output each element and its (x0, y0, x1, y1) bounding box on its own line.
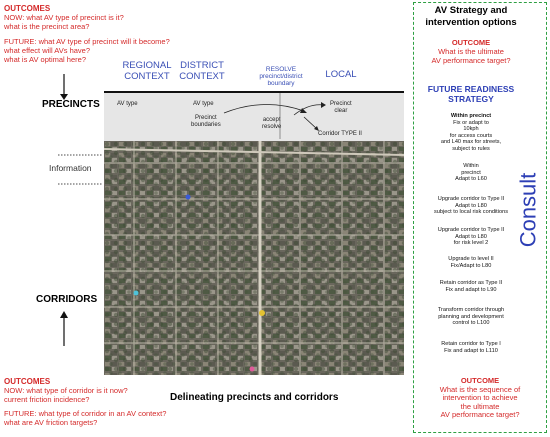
step-1-line-4: for access courts (449, 132, 493, 139)
top-outcomes-now-1: NOW: what AV type of precinct is it? (4, 13, 124, 22)
future-readiness-strategy (415, 84, 527, 104)
step-6-line-1: Retain corridor as Type II (439, 280, 503, 286)
band-precinct-clear-label-2: clear (334, 108, 348, 114)
panel-outcome-top-line-1: What is the ultimate (438, 47, 504, 56)
panel-title-line-1: AV Strategy and (434, 5, 508, 16)
step-7-line-2: planning and development (438, 313, 504, 320)
boundary-label: boundary (267, 80, 295, 87)
strategy-step-5 (415, 256, 527, 269)
step-2-line-1: Within (463, 163, 479, 169)
step-2-line-3: Adapt to L60 (455, 176, 487, 183)
aerial-map (104, 141, 404, 375)
resolve-boundary-header (244, 66, 318, 87)
strategy-step-6 (415, 280, 527, 293)
consult-label-wrap (498, 172, 550, 248)
step-3-line-1: Upgrade corridor to Type II (437, 196, 505, 202)
band-curve-arrowhead-2 (321, 102, 326, 108)
band-corridor-type: Corridor TYPE II (318, 131, 362, 137)
step-3-line-2: Adapt to L80 (455, 202, 487, 209)
step-4-line-1: Upgrade corridor to Type II (437, 227, 505, 233)
district-context-header (176, 60, 228, 82)
step-1-line-3: 10kph (463, 126, 479, 133)
band-resolve-label: resolve (262, 124, 282, 130)
panel-outcome-bottom-line-2: intervention to achieve (442, 393, 518, 402)
band-accept-label: accept (262, 117, 281, 123)
step-5-line-2: Fix/Adapt to L80 (450, 262, 492, 269)
panel-outcome-bottom-title: OUTCOME (460, 376, 500, 385)
strategy-step-8 (415, 341, 527, 354)
panel-outcome-bottom-line-4: AV performance target? (440, 410, 520, 419)
panel-title (415, 5, 527, 29)
band-av-type-1: AV type (117, 101, 138, 107)
district-context-label: CONTEXT (179, 71, 225, 82)
step-3-line-3: subject to local risk conditions (434, 209, 508, 216)
regional-context-header (116, 60, 178, 82)
top-outcomes (4, 4, 204, 64)
regional-label: REGIONAL (122, 60, 172, 71)
panel-outcome-bottom (415, 377, 545, 420)
band-boundaries-label: boundaries (191, 122, 221, 128)
strategy-step-7 (415, 307, 527, 327)
step-1-line-5: and L40 max for streets, (440, 139, 502, 146)
precincts-label: PRECINCTS (42, 99, 100, 110)
panel-outcome-bottom-line-1: What is the sequence of (439, 384, 521, 394)
top-outcomes-future-2: what effect will AVs have? (4, 46, 91, 55)
figure-caption: Delineating precincts and corridors (170, 392, 339, 403)
corridors-label: CORRIDORS (36, 294, 98, 305)
panel-outcome-top-line-2: AV performance target? (431, 56, 511, 65)
strategy-step-1 (415, 113, 527, 153)
step-4-line-3: for risk level 2 (453, 240, 489, 247)
step-8-line-1: Retain corridor to Type I (441, 341, 501, 347)
bottom-outcomes-future-1: FUTURE: what type of corridor in an AV context? (4, 409, 167, 418)
local-header: LOCAL (325, 69, 357, 80)
band-arrows (104, 91, 404, 141)
resolve-label: RESOLVE (265, 66, 297, 73)
side-arrows (0, 60, 110, 400)
map-marker-blue (186, 195, 191, 200)
band-curve-arrow-2 (294, 105, 324, 115)
step-7-line-3: control to L100 (452, 320, 490, 327)
step-5-line-1: Upgrade to level II (448, 256, 494, 262)
band-precinct-label: Precinct (195, 115, 217, 121)
band-av-type-2: AV type (193, 101, 214, 107)
map-marker-yellow (259, 310, 265, 316)
top-outcomes-future-1: FUTURE: what AV type of precinct will it become? (4, 37, 170, 46)
top-outcomes-title: OUTCOMES (4, 4, 51, 13)
step-1-line-2: Fix or adapt to (453, 119, 489, 126)
band-precinct-clear-label-1: Precinct (330, 101, 352, 107)
frs-line-1: FUTURE READINESS (427, 84, 515, 94)
precinct-district-label: precinct/district (259, 73, 303, 80)
step-8-line-2: Fix and adapt to L110 (444, 347, 498, 354)
map-marker-cyan (134, 291, 139, 296)
bottom-outcomes-title: OUTCOMES (4, 377, 51, 386)
aerial-map-graphic (104, 141, 404, 375)
regional-context-label: CONTEXT (124, 71, 170, 82)
step-1-line-6: subject to rules (452, 145, 490, 152)
step-7-line-1: Transform corridor through (437, 307, 505, 313)
step-1-line-1: Within precinct (450, 113, 492, 119)
band-down-arrow (304, 117, 317, 129)
information-label: Information (49, 163, 92, 173)
up-arrow-head (60, 311, 68, 318)
top-outcomes-future-3: what is AV optimal here? (4, 55, 86, 64)
band-curve-arrow-1 (224, 104, 304, 113)
district-label: DISTRICT (180, 60, 224, 71)
panel-outcome-bottom-line-3: the ultimate (460, 401, 500, 411)
frs-line-2: STRATEGY (448, 94, 494, 104)
bottom-outcomes-now-1: NOW: what type of corridor is it now? (4, 386, 128, 395)
step-4-line-2: Adapt to L80 (455, 233, 487, 240)
map-vegetation (104, 141, 404, 375)
top-outcomes-now-2: what is the precinct area? (4, 22, 90, 31)
step-6-line-2: Fix and adapt to L90 (445, 286, 497, 293)
step-2-line-2: precinct (461, 169, 481, 176)
consult-label: Consult (515, 172, 540, 248)
panel-title-line-2: intervention options (425, 17, 517, 28)
map-marker-pink (250, 367, 255, 372)
bottom-outcomes-now-2: current friction incidence? (4, 395, 90, 404)
bottom-outcomes-future-2: what are AV friction targets? (4, 418, 98, 427)
panel-outcome-top (415, 38, 527, 65)
panel-outcome-top-title: OUTCOME (451, 38, 491, 47)
